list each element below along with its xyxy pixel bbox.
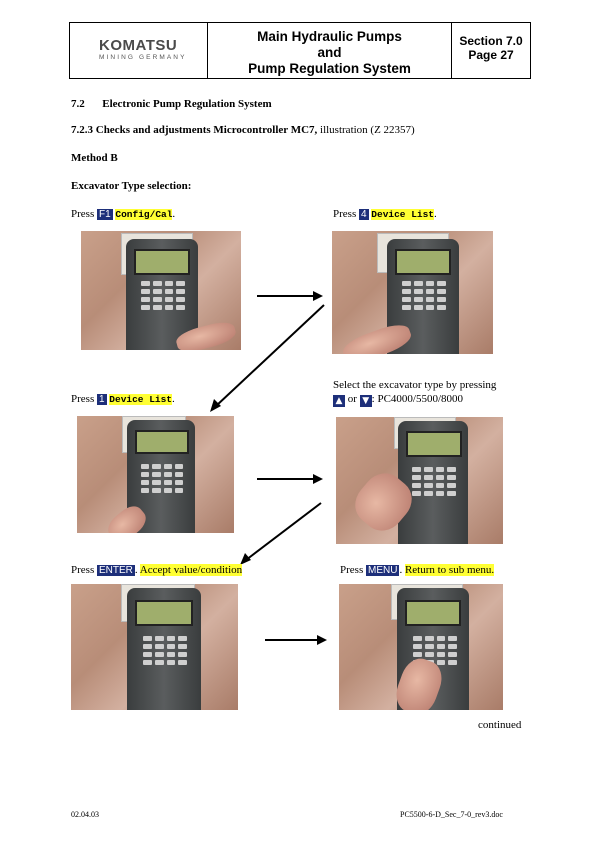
step4-line1: Select the excavator type by pressing <box>333 379 497 391</box>
key-f1: F1 <box>98 209 111 220</box>
step3-text <box>71 393 175 405</box>
komatsu-logo: KOMATSU <box>99 37 178 54</box>
logo-cell <box>70 23 208 78</box>
title-line-3: Pump Regulation System <box>248 61 411 76</box>
step2-press: Press <box>333 208 359 220</box>
subsection-rest: illustration (Z 22357) <box>317 124 415 136</box>
key-4: 4 <box>360 209 367 220</box>
key-enter: ENTER <box>98 565 133 576</box>
step1-press: Press <box>71 208 97 220</box>
section-heading <box>71 98 272 110</box>
photo-step3 <box>77 416 234 533</box>
step6-press: Press <box>340 564 366 576</box>
step2-label: Device List <box>371 209 435 220</box>
footer-date: 02.04.03 <box>71 810 99 819</box>
heading-text: Electronic Pump Regulation System <box>102 98 272 110</box>
step3-end: . <box>172 393 175 405</box>
step2-text <box>333 208 437 220</box>
step4-or: or <box>345 393 360 405</box>
step3-label: Device List <box>109 394 173 405</box>
section-label: Section 7.0 <box>459 34 523 48</box>
header-box <box>69 22 531 79</box>
step4-rest: : PC4000/5500/8000 <box>371 393 464 405</box>
excavator-heading: Excavator Type selection: <box>71 180 192 192</box>
heading-number: 7.2 <box>71 98 85 110</box>
step1-label: Config/Cal <box>115 209 173 220</box>
subsection-heading <box>71 124 415 136</box>
step1-text <box>71 208 175 220</box>
step5-press: Press <box>71 564 97 576</box>
diagonal-arrow-icon <box>237 500 325 568</box>
logo-subtitle: MINING GERMANY <box>99 54 187 61</box>
step2-end: . <box>434 208 437 220</box>
photo-step6 <box>339 584 503 710</box>
step3-press: Press <box>71 393 97 405</box>
arrow-down-icon: ▼ <box>360 395 372 407</box>
step6-text <box>340 564 494 576</box>
document-title <box>207 29 452 77</box>
right-arrow-icon <box>263 632 329 648</box>
title-line-1: Main Hydraulic Pumps <box>257 29 402 44</box>
method-label: Method B <box>71 152 118 164</box>
step6-sep: . <box>399 564 405 576</box>
photo-step5 <box>71 584 238 710</box>
subsection-number: 7.2.3 Checks and adjustments Microcontroller MC7, <box>71 124 318 136</box>
section-cell <box>451 23 530 78</box>
page-label: Page 27 <box>468 48 514 62</box>
step1-end: . <box>172 208 176 220</box>
photo-step4 <box>336 417 503 544</box>
step5-label: Accept value/condition <box>139 564 243 576</box>
step5-sep: . <box>134 564 140 576</box>
step5-text <box>71 564 242 576</box>
key-1: 1 <box>98 394 105 405</box>
continued-label: continued <box>478 719 522 731</box>
footer-filename: PC5500-6-D_Sec_7-0_rev3.doc <box>400 810 503 819</box>
arrow-up-icon: ▲ <box>333 395 345 407</box>
step4-line2 <box>333 393 463 407</box>
right-arrow-icon <box>255 471 325 487</box>
key-menu: MENU <box>367 565 398 576</box>
step6-label: Return to sub menu. <box>404 564 495 576</box>
title-line-2: and <box>317 45 342 60</box>
diagonal-arrow-icon <box>206 302 328 414</box>
photo-step2 <box>332 231 493 354</box>
